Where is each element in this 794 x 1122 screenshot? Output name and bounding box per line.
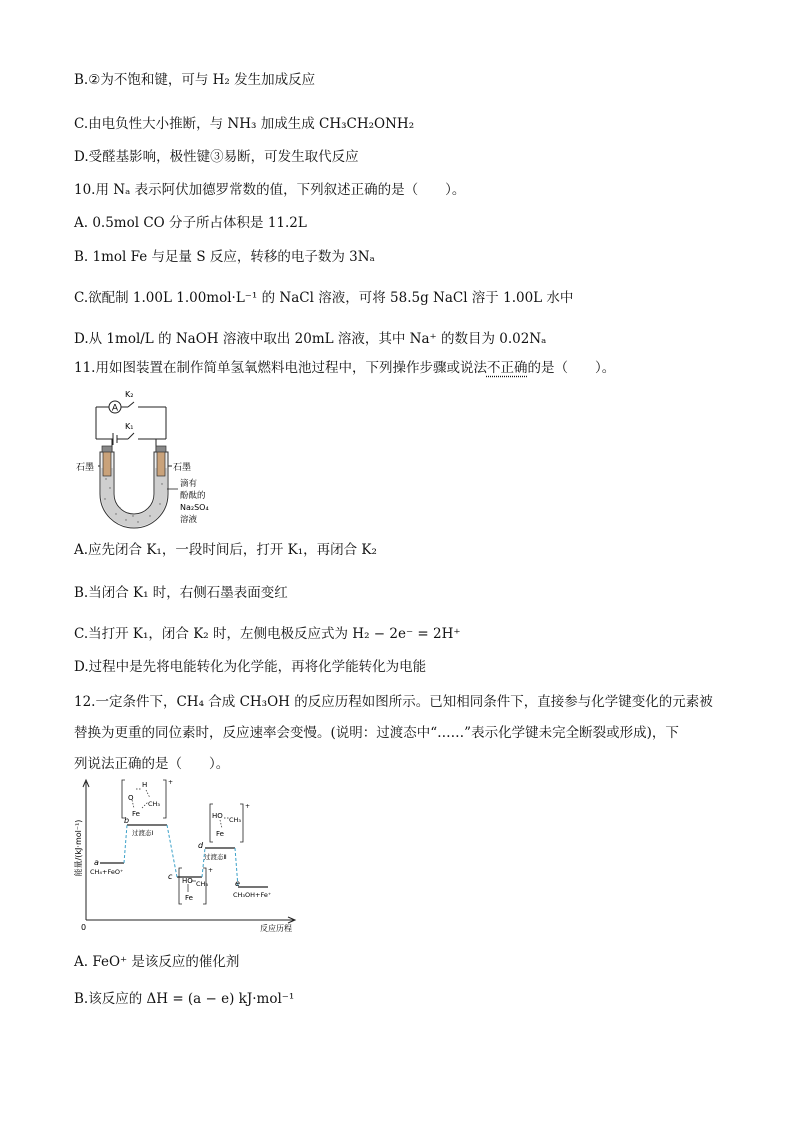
q10-option-c: C.欲配制 1.00L 1.00mol·L⁻¹ 的 NaCl 溶液，可将 58.5g NaCl 溶于 1.00L 水中: [74, 290, 574, 306]
q9-option-d: D.受醛基影响，极性键③易断，可发生取代反应: [74, 149, 359, 165]
ts2-fe: Fe: [216, 830, 224, 838]
switch-k2-label: K₂: [125, 390, 134, 399]
q10-option-b: B. 1mol Fe 与足量 S 反应，转移的电子数为 3Nₐ: [74, 249, 375, 265]
solution-label-3: Na₂SO₄: [180, 503, 209, 512]
q11-stem-post: 的是（ ）。: [527, 360, 616, 376]
level-e-label: e: [235, 879, 240, 888]
intermediate-charge: +: [208, 867, 214, 874]
ts2-ho: HO: [212, 812, 223, 820]
intermediate-fe: Fe: [185, 894, 193, 902]
q11-option-a: A.应先闭合 K₁，一段时间后，打开 K₁，再闭合 K₂: [74, 542, 377, 558]
q11-option-d: D.过程中是先将电能转化为化学能，再将化学能转化为电能: [74, 659, 427, 675]
products-label: CH₃OH+Fe⁺: [233, 891, 272, 899]
q9-option-b: B.②为不饱和键，可与 H₂ 发生加成反应: [74, 72, 316, 88]
q11-option-c: C.当打开 K₁，闭合 K₂ 时，左侧电极反应式为 H₂ − 2e⁻ = 2H⁺: [74, 626, 461, 642]
ammeter-label: A: [111, 403, 119, 414]
q11-stem-pre: 11.用如图装置在制作简单氢氧燃料电池过程中，下列操作步骤或说法: [74, 360, 487, 376]
fuel-cell-diagram: [76, 384, 226, 529]
ts1-h: H: [142, 781, 148, 789]
ts2-charge: +: [245, 803, 251, 810]
ts1-ch3: CH₃: [148, 800, 161, 808]
left-electrode-label: 石墨: [76, 463, 95, 473]
ts1-fe: Fe: [132, 810, 140, 818]
level-d-label: d: [198, 841, 204, 850]
q12-stem-line3: 列说法正确的是（ ）。: [74, 756, 230, 772]
intermediate-ho: HO: [182, 877, 193, 885]
ts2-label: 过渡态Ⅱ: [204, 853, 227, 861]
right-electrode-label: 石墨: [173, 463, 192, 473]
intermediate-ch3: CH₃: [196, 880, 209, 888]
ts1-o: O: [128, 794, 134, 802]
level-b-label: b: [124, 816, 130, 825]
solution-label-2: 酚酞的: [180, 491, 206, 501]
ts1-charge: +: [168, 779, 174, 786]
reactants-label: CH₄+FeO⁺: [90, 868, 124, 876]
level-a-label: a: [94, 858, 99, 867]
q12-option-b: B.该反应的 ΔH = (a − e) kJ·mol⁻¹: [74, 991, 295, 1007]
q12-stem-line1: 12.一定条件下，CH₄ 合成 CH₃OH 的反应历程如图所示。已知相同条件下，直接参与化学键变化的元素被: [74, 694, 713, 710]
q10-option-a: A. 0.5mol CO 分子所占体积是 11.2L: [74, 215, 307, 231]
q11-stem: [74, 358, 615, 378]
q12-stem-line2: 替换为更重的同位素时，反应速率会变慢。(说明：过渡态中“……”表示化学键未完全断裂或形成)，下: [74, 725, 679, 741]
ts1-label: 过渡态Ⅰ: [132, 829, 154, 837]
q10-stem: 10.用 Nₐ 表示阿伏加德罗常数的值，下列叙述正确的是（ ）。: [74, 182, 466, 198]
switch-k1-label: K₁: [125, 422, 134, 431]
ts2-ch3: CH₃: [229, 816, 242, 824]
y-axis-label: 能量/(kJ·mol⁻¹): [74, 819, 83, 877]
solution-label-4: 溶液: [180, 515, 198, 525]
q9-option-c: C.由电负性大小推断，与 NH₃ 加成生成 CH₃CH₂ONH₂: [74, 116, 415, 132]
energy-profile-diagram: [72, 776, 302, 936]
level-c-label: c: [168, 872, 173, 881]
solution-label-1: 滴有: [180, 479, 198, 489]
q10-option-d: D.从 1mol/L 的 NaOH 溶液中取出 20mL 溶液，其中 Na⁺ 的数目为 0.02Nₐ: [74, 331, 547, 347]
q12-option-a: A. FeO⁺ 是该反应的催化剂: [74, 954, 240, 970]
q11-option-b: B.当闭合 K₁ 时，右侧石墨表面变红: [74, 585, 288, 601]
origin-label: 0: [81, 923, 87, 932]
x-axis-label: 反应历程: [260, 924, 292, 933]
q11-stem-emphasis: 不正确: [486, 360, 528, 376]
